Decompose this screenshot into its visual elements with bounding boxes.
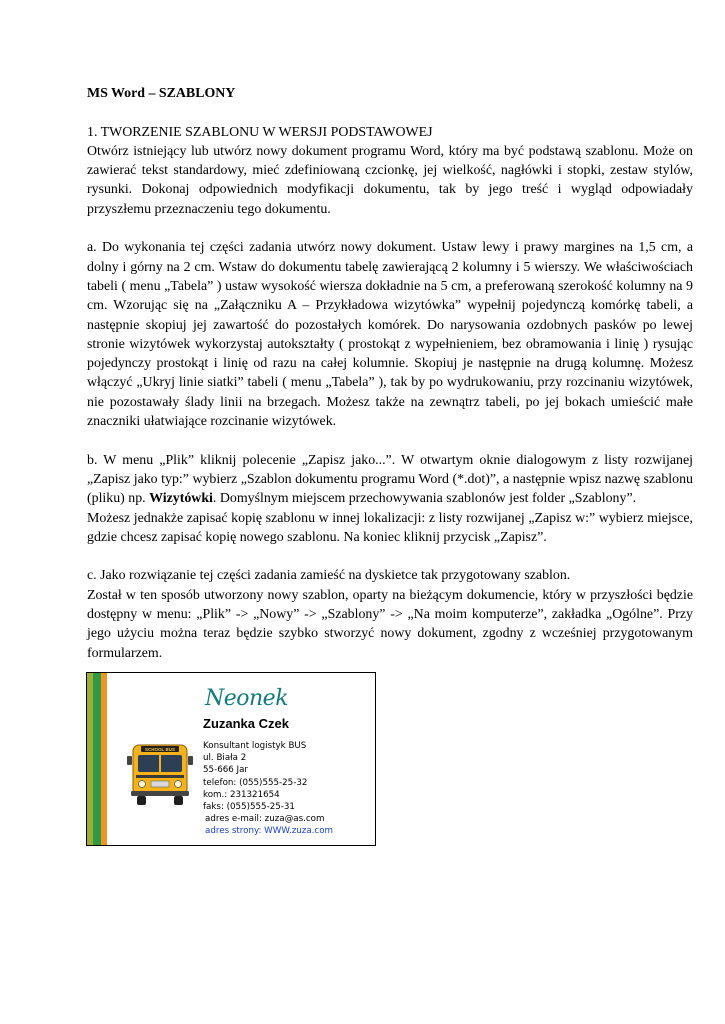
paragraph-c-line2: Został w ten sposób utworzony nowy szablon, oparty na bieżącym dokumencie, który w przyszłości będzie dostępny w menu: „Plik” -> „Nowy” -> „Szablony” -> „Na moim komputerze”, zakładka „Ogólne”. Przy jego użyciu można teraz będzie szybko stworzyć nowy dokument, zgodny z wcześniej przygotowanym formularzem.	[87, 587, 693, 661]
section1-text: Otwórz istniejący lub utwórz nowy dokument programu Word, który ma być podstawą szablonu. Może on zawierać tekst standardowy, mieć zdefiniowaną czcionkę, jej wielkość, nagłówki i stopki, zestaw stylów, rysunki. Dokonaj odpowiednich modyfikacji dokumentu, tak by jego treść i wygląd odpowiadały przyszłemu przeznaczeniu tego dokumentu.	[87, 143, 693, 217]
paragraph-a: a. Do wykonania tej części zadania utwórz nowy dokument. Ustaw lewy i prawy margines na 1,5 cm, a dolny i górny na 2 cm. Wstaw do dokumentu tabelę zawierającą 2 kolumny i 5 wierszy. We właściwościach tabeli ( menu „Tabela” ) ustaw wysokość wiersza dokładnie na 5 cm, a preferowaną szerokość kolumny na 9 cm. Wzorując się na „Załączniku A – Przykładowa wizytówka” wypełnij pojedynczą komórkę tabeli, a następnie skopiuj jej zawartość do pozostałych komórek. Do narysowania ozdobnych pasków po lewej stronie wizytówek wykorzystaj autokształty ( prostokąt z wypełnieniem, bez obramowania i linię ) rysując pojedynczy prostokąt i linię od razu na całej kolumnie. Skopiuj je następnie na drugą kolumnę. Możesz włączyć „Ukryj linie siatki” tabeli ( menu „Tabela” ), tak by po wydrukowaniu, przy rozcinaniu wizytówek, nie pozostawały ślady linii na brzegach. Możesz także na zewnątrz tabeli, po jej bokach umieścić małe znaczniki ułatwiające rozcinanie wizytówek.	[87, 240, 693, 430]
paragraph-b-bold: Wizytówki	[149, 491, 213, 507]
paragraph-b-text-2: . Domyślnym miejscem przechowywania szablonów jest folder „Szablony”.	[212, 491, 637, 507]
card-line-title: Konsultant logistyk BUS	[203, 741, 307, 751]
card-line-street: ul. Biała 2	[203, 753, 247, 764]
company-logo: Neonek	[205, 686, 289, 711]
paragraph-c-line1: c. Jako rozwiązanie tej części zadania zamieść na dyskietce tak przygotowany szablon.	[87, 568, 571, 584]
document-body	[87, 84, 693, 702]
card-line-phone: telefon: (055)555-25-32	[203, 777, 308, 788]
section1-heading: 1. TWORZENIE SZABLONU W WERSJI PODSTAWOWEJ	[87, 124, 433, 140]
paragraph-b	[87, 451, 693, 509]
card-website-link[interactable]: adres strony: WWW.zuza.com	[205, 826, 333, 837]
paragraph-b-line2: Możesz jednakże zapisać kopię szablonu w innej lokalizacji: z listy rozwijanej „Zapisz w:” wybierz miejsce, gdzie chcesz zapisać kopię nowego szablonu. Na koniec kliknij przycisk „Zapisz”.	[87, 510, 693, 545]
card-person-name: Zuzanka Czek	[203, 716, 289, 731]
card-email[interactable]: adres e-mail: zuza@as.com	[205, 814, 325, 825]
card-line-mobile: kom.: 231321654	[203, 789, 280, 800]
business-card	[86, 672, 376, 846]
card-contact-block	[203, 740, 333, 838]
paragraph-b-text-1: b. W menu „Plik” kliknij polecenie „Zapisz jako...”. W otwartym oknie dialogowym z listy rozwijanej „Zapisz jako typ:” wybierz „Szablon dokumentu programu Word (*.dot)”, a następnie wpisz nazwę szablonu (pliku) np.	[87, 452, 693, 507]
school-bus-icon	[125, 739, 195, 809]
document-title: MS Word – SZABLONY	[87, 86, 236, 101]
card-line-city: 55-666 Jar	[203, 765, 248, 776]
decor-stripe-green	[93, 673, 101, 845]
card-line-fax: faks: (055)555-25-31	[203, 802, 295, 813]
decor-stripe-orange	[101, 673, 107, 845]
bus-sign-text: SCHOOL BUS	[145, 747, 175, 752]
